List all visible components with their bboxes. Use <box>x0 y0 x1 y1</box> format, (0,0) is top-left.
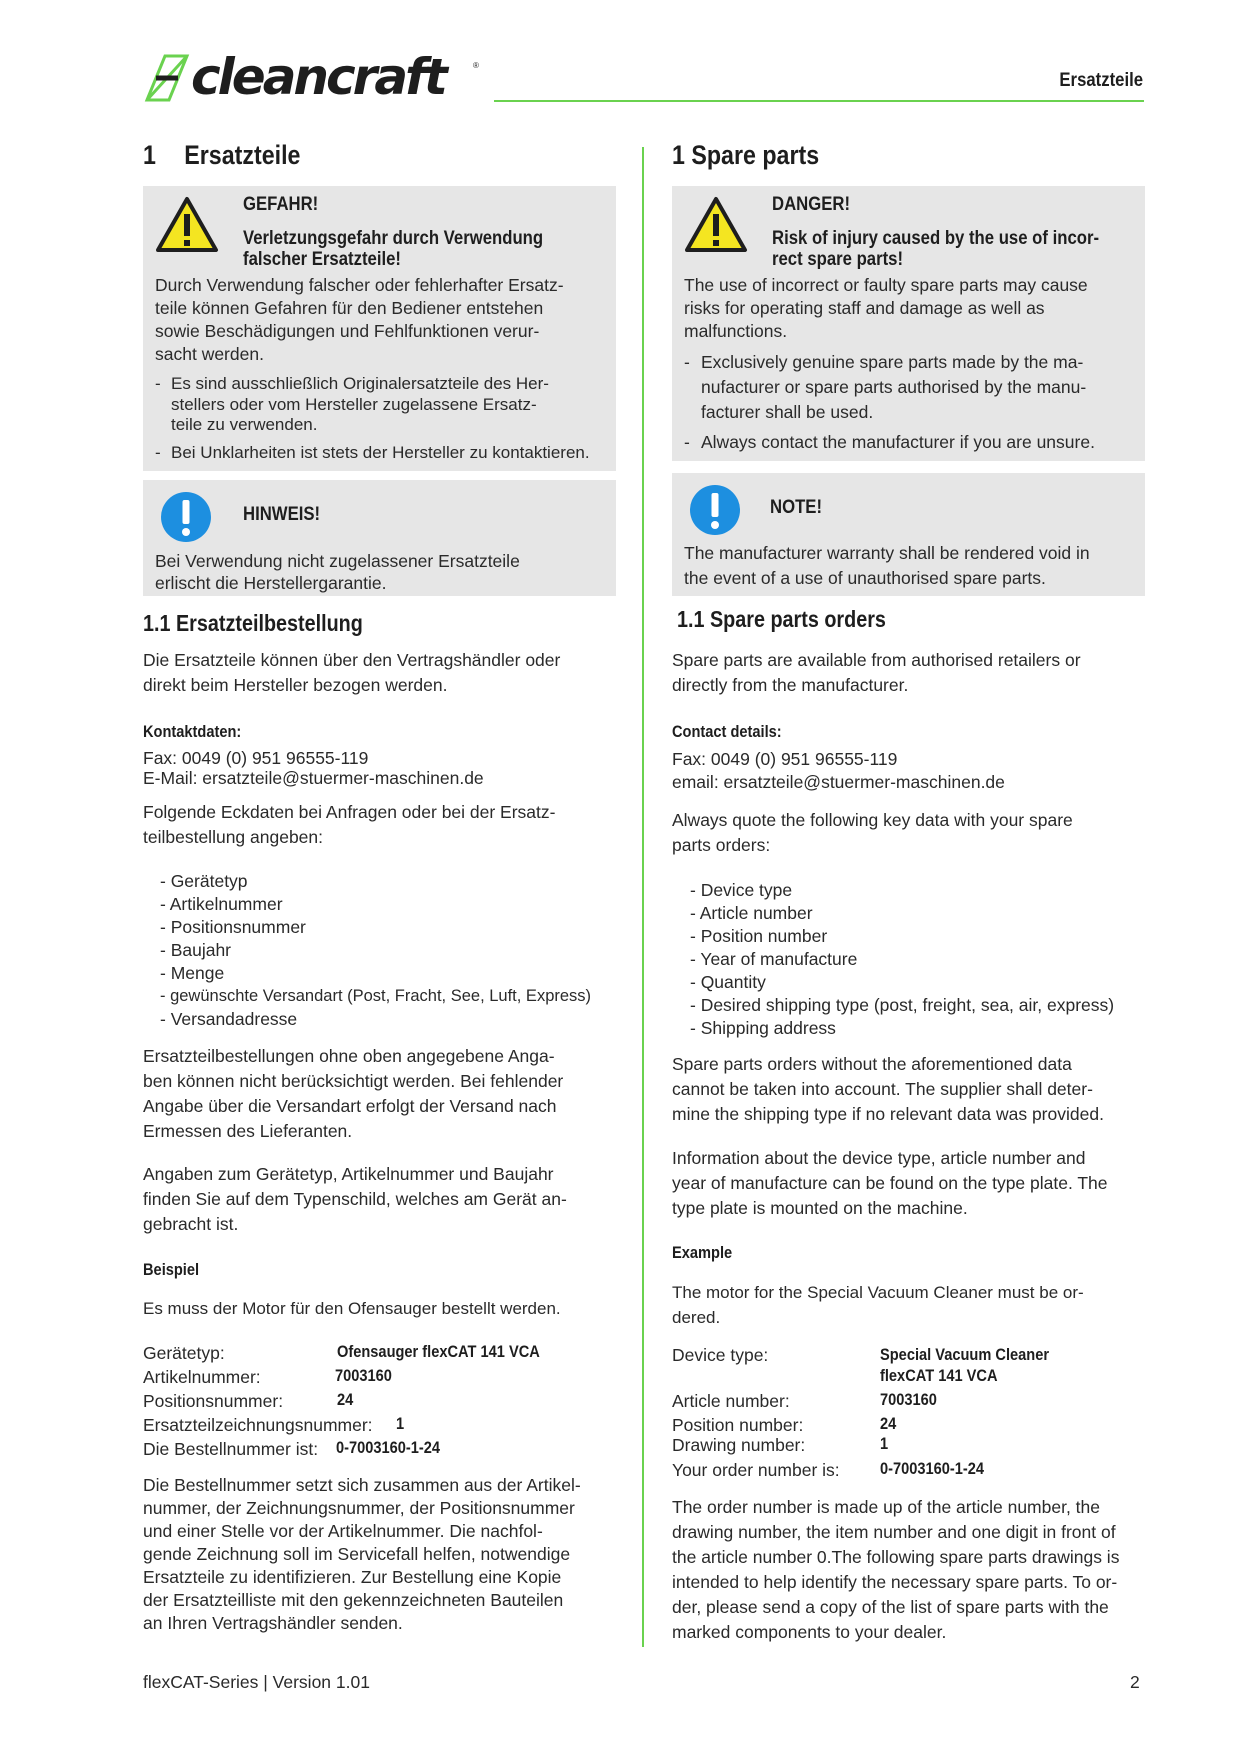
paragraph-line: drawing number, the item number and one digit in front of <box>672 1522 1116 1542</box>
registered-mark: ® <box>473 61 479 70</box>
body-line: The manufacturer warranty shall be rendered void in <box>684 543 1090 563</box>
body-line: teile können Gefahren für den Bediener entstehen <box>155 298 544 318</box>
body-line: sowie Beschädigungen und Fehlfunktionen verur- <box>155 321 540 341</box>
body-line: Durch Verwendung falscher oder fehlerhafter Ersatz- <box>155 275 564 295</box>
warning-icon <box>684 196 748 254</box>
example-label: Beispiel <box>143 1260 200 1279</box>
danger-title: DANGER! <box>772 194 851 215</box>
logo-text: cleancraft <box>191 48 445 106</box>
paragraph-line: der Ersatzteilliste mit den gekennzeichneten Bauteilen <box>143 1590 564 1610</box>
bullet-text <box>701 432 1095 453</box>
example-article-label: Artikelnummer: <box>143 1367 261 1387</box>
list-item: - gewünschte Versandart (Post, Fracht, See, Luft, Express) <box>160 987 592 1005</box>
example-article-value: 7003160 <box>880 1390 937 1409</box>
example-type-label: Device type: <box>672 1345 769 1365</box>
orders-paragraph <box>143 1044 563 1144</box>
danger-subtitle-line: Risk of injury caused by the use of incor- <box>772 228 1100 249</box>
logo <box>143 48 483 106</box>
contact-details <box>143 748 484 788</box>
example-order-label: Die Bestellnummer ist: <box>143 1439 319 1459</box>
warning-icon <box>155 196 219 254</box>
example-position-label: Positionsnummer: <box>143 1391 284 1411</box>
keydata-intro <box>672 808 1073 858</box>
example-article-value: 7003160 <box>335 1366 392 1385</box>
note-title: HINWEIS! <box>243 504 321 525</box>
danger-box-de <box>143 186 616 471</box>
body-line: the event of a use of unauthorised spare parts. <box>684 568 1046 588</box>
list-item: - Positionsnummer <box>160 917 306 937</box>
danger-bullet <box>684 350 1144 426</box>
list-item: - Article number <box>690 903 813 923</box>
paragraph-line: mine the shipping type if no relevant data was provided. <box>672 1104 1104 1124</box>
intro-paragraph <box>672 648 1081 698</box>
note-box-en <box>672 473 1145 596</box>
example-label: Example <box>672 1243 733 1262</box>
note-body <box>684 541 1090 591</box>
column-divider <box>642 147 644 1647</box>
header-section-label: Ersatzteile <box>1059 70 1143 91</box>
example-text: Es muss der Motor für den Ofensauger bestellt werden. <box>143 1299 561 1318</box>
danger-subtitle-line: Verletzungsgefahr durch Verwendung <box>243 228 544 249</box>
paragraph-line: Folgende Eckdaten bei Anfragen oder bei der Ersatz- <box>143 802 556 822</box>
danger-title: GEFAHR! <box>243 194 319 215</box>
bullet-line: facturer shall be used. <box>701 402 874 422</box>
paragraph-line: gebracht ist. <box>143 1214 239 1234</box>
paragraph-line: the article number 0.The following spare parts drawings is <box>672 1547 1120 1567</box>
paragraph-line: Angabe über die Versandart erfolgt der Versand nach <box>143 1096 557 1116</box>
danger-subtitle <box>772 228 1142 270</box>
list-item: - Desired shipping type (post, freight, sea, air, express) <box>690 995 1115 1015</box>
body-line: sacht werden. <box>155 344 264 364</box>
danger-bullet <box>155 443 615 465</box>
list-item: - Position number <box>690 926 828 946</box>
example-drawing-label: Ersatzteilzeichnungsnummer: <box>143 1415 373 1435</box>
email-line: E-Mail: ersatzteile@stuermer-maschinen.de <box>143 768 484 788</box>
fax-line: Fax: 0049 (0) 951 96555-119 <box>143 748 369 768</box>
paragraph-line: The motor for the Special Vacuum Cleaner must be or- <box>672 1283 1084 1302</box>
paragraph-line: Ersatzteilbestellungen ohne oben angegebene Anga- <box>143 1046 555 1066</box>
keydata-intro <box>143 800 555 850</box>
example-type-value: Ofensauger flexCAT 141 VCA <box>337 1342 540 1361</box>
paragraph-line: an Ihren Vertragshändler senden. <box>143 1613 403 1633</box>
info-icon <box>688 483 742 537</box>
example-type-label: Gerätetyp: <box>143 1343 225 1363</box>
bullet-line: stellers oder vom Hersteller zugelassene Ersatz- <box>171 394 537 414</box>
section-title: Ersatzteile <box>184 140 301 170</box>
paragraph-line: Die Ersatzteile können über den Vertragshändler oder <box>143 650 561 670</box>
danger-subtitle-line: rect spare parts! <box>772 249 904 270</box>
danger-box-en <box>672 186 1145 461</box>
intro-paragraph <box>143 648 560 698</box>
paragraph-line: Always quote the following key data with your spare <box>672 810 1073 830</box>
list-item: - Menge <box>160 963 225 983</box>
section-number: 1 <box>143 140 156 170</box>
example-text <box>672 1280 1084 1330</box>
note-body <box>155 550 520 594</box>
list-item: - Versandadresse <box>160 1009 298 1029</box>
paragraph-line: nummer, der Zeichnungsnummer, der Positionsnummer <box>143 1498 575 1518</box>
list-item: - Artikelnummer <box>160 894 283 914</box>
example-drawing-label: Drawing number: <box>672 1435 806 1455</box>
bullet-dash: - <box>155 374 161 393</box>
page-number: 2 <box>1130 1672 1140 1692</box>
type-plate-paragraph <box>672 1146 1108 1221</box>
bullet-line: Exclusively genuine spare parts made by the ma- <box>701 352 1084 372</box>
bullet-line: Always contact the manufacturer if you are unsure. <box>701 432 1095 452</box>
bullet-text <box>701 350 1086 425</box>
page-title-en: 1 Spare parts <box>672 140 820 170</box>
info-icon <box>159 490 213 544</box>
paragraph-line: parts orders: <box>672 835 771 855</box>
subsection-title-en: 1.1 Spare parts orders <box>677 606 886 632</box>
paragraph-line: Spare parts orders without the aforementioned data <box>672 1054 1072 1074</box>
paragraph-line: und einer Stelle vor der Artikelnummer. Die nachfol- <box>143 1521 543 1541</box>
paragraph-line: finden Sie auf dem Typenschild, welches am Gerät an- <box>143 1189 567 1209</box>
body-line: The use of incorrect or faulty spare parts may cause <box>684 275 1088 295</box>
paragraph-line: dered. <box>672 1308 721 1327</box>
example-type-value: flexCAT 141 VCA <box>880 1366 998 1385</box>
bullet-text <box>171 374 549 436</box>
danger-bullet <box>155 374 615 436</box>
paragraph-line: Ersatzteile zu identifizieren. Zur Bestellung eine Kopie <box>143 1567 562 1587</box>
fax-line: Fax: 0049 (0) 951 96555-119 <box>672 749 898 769</box>
example-order-value: 0-7003160-1-24 <box>336 1438 441 1457</box>
list-item: - Baujahr <box>160 940 232 960</box>
paragraph-line: type plate is mounted on the machine. <box>672 1198 968 1218</box>
bullet-line: teile zu verwenden. <box>171 415 318 434</box>
paragraph-line: gende Zeichnung soll im Servicefall helfen, notwendige <box>143 1544 571 1564</box>
note-title: NOTE! <box>770 497 823 518</box>
footer-version: flexCAT-Series | Version 1.01 <box>143 1672 370 1692</box>
email-line: email: ersatzteile@stuermer-maschinen.de <box>672 772 1005 792</box>
paragraph-line: Die Bestellnummer setzt sich zusammen aus der Artikel- <box>143 1475 581 1495</box>
example-drawing-value: 1 <box>880 1434 889 1453</box>
list-item: - Gerätetyp <box>160 871 248 891</box>
orders-paragraph <box>672 1052 1104 1127</box>
danger-body <box>155 274 564 366</box>
subsection-title-de: 1.1 Ersatzteilbestellung <box>143 610 363 636</box>
bullet-dash: - <box>684 432 690 452</box>
contact-label: Kontaktdaten: <box>143 722 242 741</box>
danger-subtitle-line: falscher Ersatzteile! <box>243 249 401 270</box>
bullet-text <box>171 443 590 464</box>
example-order-value: 0-7003160-1-24 <box>880 1459 985 1478</box>
body-line: erlischt die Herstellergarantie. <box>155 573 387 593</box>
paragraph-line: ben können nicht berücksichtigt werden. Bei fehlender <box>143 1071 564 1091</box>
paragraph-line: Information about the device type, article number and <box>672 1148 1086 1168</box>
page-title-de <box>143 140 300 171</box>
paragraph-line: Spare parts are available from authorised retailers or <box>672 650 1081 670</box>
paragraph-line: cannot be taken into account. The supplier shall deter- <box>672 1079 1093 1099</box>
paragraph-line: marked components to your dealer. <box>672 1622 947 1642</box>
paragraph-line: directly from the manufacturer. <box>672 675 909 695</box>
paragraph-line: The order number is made up of the article number, the <box>672 1497 1101 1517</box>
closing-paragraph <box>143 1474 581 1635</box>
danger-body <box>684 274 1088 343</box>
bullet-line: nufacturer or spare parts authorised by the manu- <box>701 377 1087 397</box>
list-item: - Device type <box>690 880 793 900</box>
list-item: - Year of manufacture <box>690 949 858 969</box>
paragraph-line: Angaben zum Gerätetyp, Artikelnummer und Baujahr <box>143 1164 554 1184</box>
body-line: Bei Verwendung nicht zugelassener Ersatzteile <box>155 551 520 571</box>
paragraph-line: direkt beim Hersteller bezogen werden. <box>143 675 448 695</box>
list-item: - Shipping address <box>690 1018 836 1038</box>
example-article-label: Article number: <box>672 1391 790 1411</box>
cleancraft-logo-mark-icon <box>143 52 191 104</box>
bullet-dash: - <box>155 443 161 462</box>
example-position-value: 24 <box>880 1414 897 1433</box>
danger-bullet <box>684 432 1144 456</box>
contact-label: Contact details: <box>672 722 782 741</box>
paragraph-line: intended to help identify the necessary spare parts. To or- <box>672 1572 1118 1592</box>
example-position-label: Position number: <box>672 1415 804 1435</box>
bullet-line: Es sind ausschließlich Originalersatzteile des Her- <box>171 374 549 393</box>
type-plate-paragraph <box>143 1162 567 1237</box>
danger-subtitle <box>243 228 613 270</box>
keydata-list <box>690 879 1114 1040</box>
paragraph-line: Ermessen des Lieferanten. <box>143 1121 353 1141</box>
keydata-list <box>160 870 591 1031</box>
paragraph-line: der, please send a copy of the list of spare parts with the <box>672 1597 1109 1617</box>
list-item: - Quantity <box>690 972 766 992</box>
example-drawing-value: 1 <box>396 1414 405 1433</box>
contact-details <box>672 748 1005 794</box>
closing-paragraph <box>672 1495 1119 1645</box>
example-type-value: Special Vacuum Cleaner <box>880 1345 1050 1364</box>
bullet-line: Bei Unklarheiten ist stets der Hersteller zu kontaktieren. <box>171 443 590 462</box>
body-line: malfunctions. <box>684 321 788 341</box>
body-line: risks for operating staff and damage as well as <box>684 298 1045 318</box>
example-position-value: 24 <box>337 1390 354 1409</box>
bullet-dash: - <box>684 352 690 372</box>
paragraph-line: teilbestellung angeben: <box>143 827 324 847</box>
note-box-de <box>143 480 616 596</box>
example-order-label: Your order number is: <box>672 1460 840 1480</box>
header-rule <box>494 100 1144 102</box>
paragraph-line: year of manufacture can be found on the type plate. The <box>672 1173 1108 1193</box>
